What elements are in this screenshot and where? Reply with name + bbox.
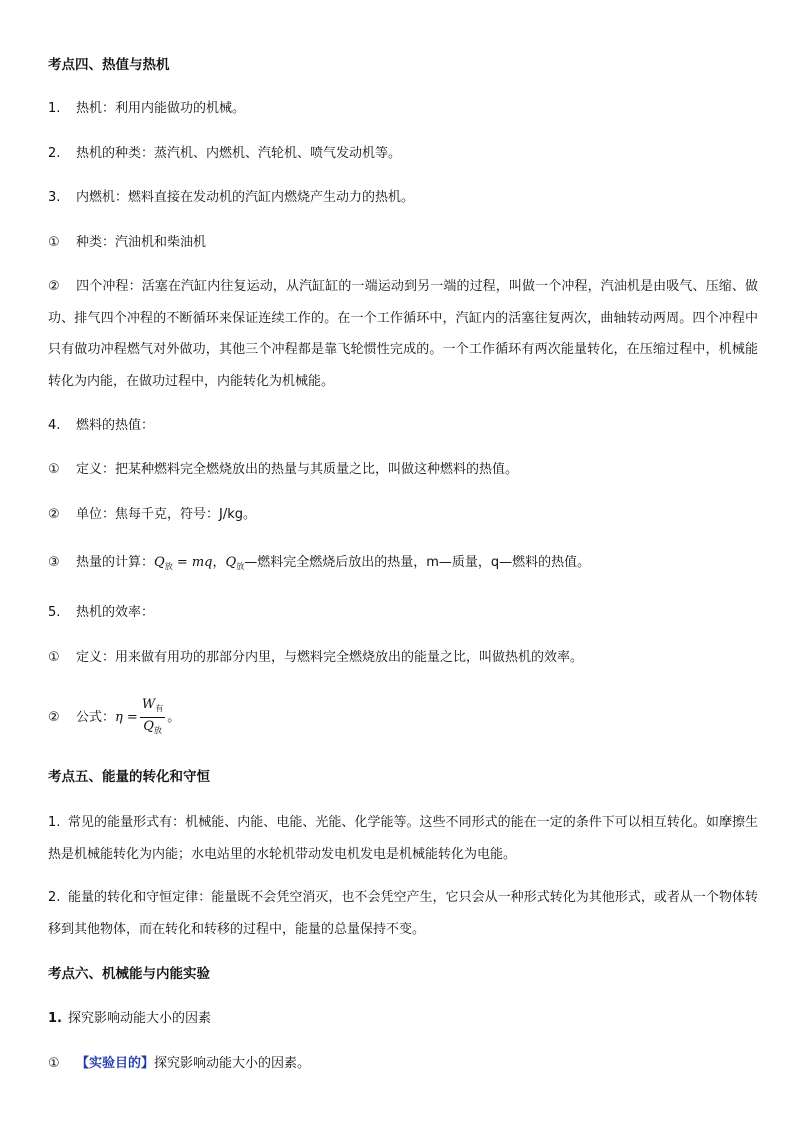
- section-heading-4: 考点四、热值与热机: [48, 57, 170, 73]
- fraction-numerator-sub: 有: [155, 704, 164, 713]
- formula-sep: ，: [212, 555, 226, 570]
- list-item: [48, 100, 760, 118]
- item-text: —燃料完全燃烧后放出的热量，m—质量，q—燃料的热值。: [244, 555, 591, 570]
- item-text: 探究影响动能大小的因素: [68, 1011, 212, 1026]
- formula-end: 。: [167, 710, 181, 725]
- item-number: ②: [48, 507, 60, 522]
- item-number: 2.: [48, 146, 61, 161]
- formula-q2: Q: [225, 555, 237, 570]
- paragraph-energy-forms: [48, 807, 758, 870]
- formula-eta: η =: [115, 710, 138, 725]
- item-number: ①: [48, 462, 60, 477]
- item-number: 1.: [48, 101, 61, 116]
- list-item: [48, 417, 760, 435]
- section-heading-5: 考点五、能量的转化和守恒: [48, 769, 210, 785]
- item-number: ③: [48, 555, 60, 570]
- item-text: 四个冲程：活塞在汽缸内往复运动，从汽缸缸的一端运动到另一端的过程，叫做一个冲程，汽油机是由吸气、压缩、做功、排气四个冲程的不断循环来保证连续工作的。在一个工作循环中，汽缸内的活塞往复两次，曲轴转动两周。四个冲程中只有做功冲程燃气对外做功，其他三个冲程都是靠飞轮惯性完成的。一个工作循环有两次能量转化，在压缩过程中，机械能转化为内能，在做功过程中，内能转化为机械能。: [48, 279, 758, 390]
- item-number: 4.: [48, 418, 61, 433]
- fraction-numerator: W: [141, 697, 156, 712]
- item-number: 1.: [48, 815, 61, 830]
- item-text: 热机的效率：: [76, 605, 155, 620]
- item-text: 燃料的热值：: [76, 418, 155, 433]
- efficiency-fraction: [140, 696, 165, 739]
- list-item-heat-formula: [48, 554, 760, 576]
- item-number: 2.: [48, 890, 61, 905]
- formula-eq: = mq: [172, 555, 213, 570]
- item-text: 热机：利用内能做功的机械。: [76, 101, 246, 116]
- item-label: 公式：: [76, 710, 116, 725]
- list-item: [48, 1010, 760, 1028]
- item-number: 5.: [48, 605, 61, 620]
- paragraph-conservation-law: [48, 882, 758, 945]
- item-number: ②: [48, 710, 60, 725]
- item-text: 探究影响动能大小的因素。: [154, 1056, 311, 1071]
- fraction-denominator: Q: [143, 719, 154, 734]
- item-number: 1.: [48, 1011, 62, 1026]
- item-text: 热机的种类：蒸汽机、内燃机、汽轮机、喷气发动机等。: [76, 146, 402, 161]
- item-text: 种类：汽油机和柴油机: [76, 235, 207, 250]
- paragraph-four-strokes: [48, 271, 758, 398]
- formula-q2-sub: 放: [236, 562, 245, 571]
- item-number: ①: [48, 235, 60, 250]
- item-number: 3.: [48, 190, 61, 205]
- list-item: [48, 461, 760, 479]
- list-item: [48, 234, 760, 252]
- item-text: 单位：焦每千克，符号：J/kg。: [76, 507, 256, 522]
- formula-q-sub: 放: [164, 562, 173, 571]
- experiment-purpose-tag: 【实验目的】: [76, 1056, 155, 1071]
- item-text: 定义：把某种燃料完全燃烧放出的热量与其质量之比，叫做这种燃料的热值。: [76, 462, 519, 477]
- item-text: 常见的能量形式有：机械能、内能、电能、光能、化学能等。这些不同形式的能在一定的条件下可以相互转化。如摩擦生热是机械能转化为内能；水电站里的水轮机带动发电机发电是机械能转化为电能。: [48, 815, 758, 862]
- item-text: 内燃机：燃料直接在发动机的汽缸内燃烧产生动力的热机。: [76, 190, 415, 205]
- item-number: ②: [48, 279, 60, 294]
- list-item: [48, 506, 760, 524]
- item-number: ①: [48, 650, 60, 665]
- item-text: 定义：用来做有用功的那部分内里，与燃料完全燃烧放出的能量之比，叫做热机的效率。: [76, 650, 584, 665]
- fraction-denominator-sub: 放: [153, 726, 162, 735]
- list-item: [48, 189, 760, 207]
- section-heading-6: 考点六、机械能与内能实验: [48, 966, 210, 982]
- item-label: 热量的计算：: [76, 555, 155, 570]
- item-number: ①: [48, 1056, 60, 1071]
- list-item-efficiency-formula: [48, 694, 760, 742]
- item-text: 能量的转化和守恒定律：能量既不会凭空消灭，也不会凭空产生，它只会从一种形式转化为其他形式，或者从一个物体转移到其他物体，而在转化和转移的过程中，能量的总量保持不变。: [48, 890, 758, 937]
- list-item: [48, 145, 760, 163]
- formula-q: Q: [154, 555, 165, 570]
- list-item: [48, 604, 760, 622]
- list-item: [48, 1055, 760, 1073]
- list-item: [48, 649, 760, 667]
